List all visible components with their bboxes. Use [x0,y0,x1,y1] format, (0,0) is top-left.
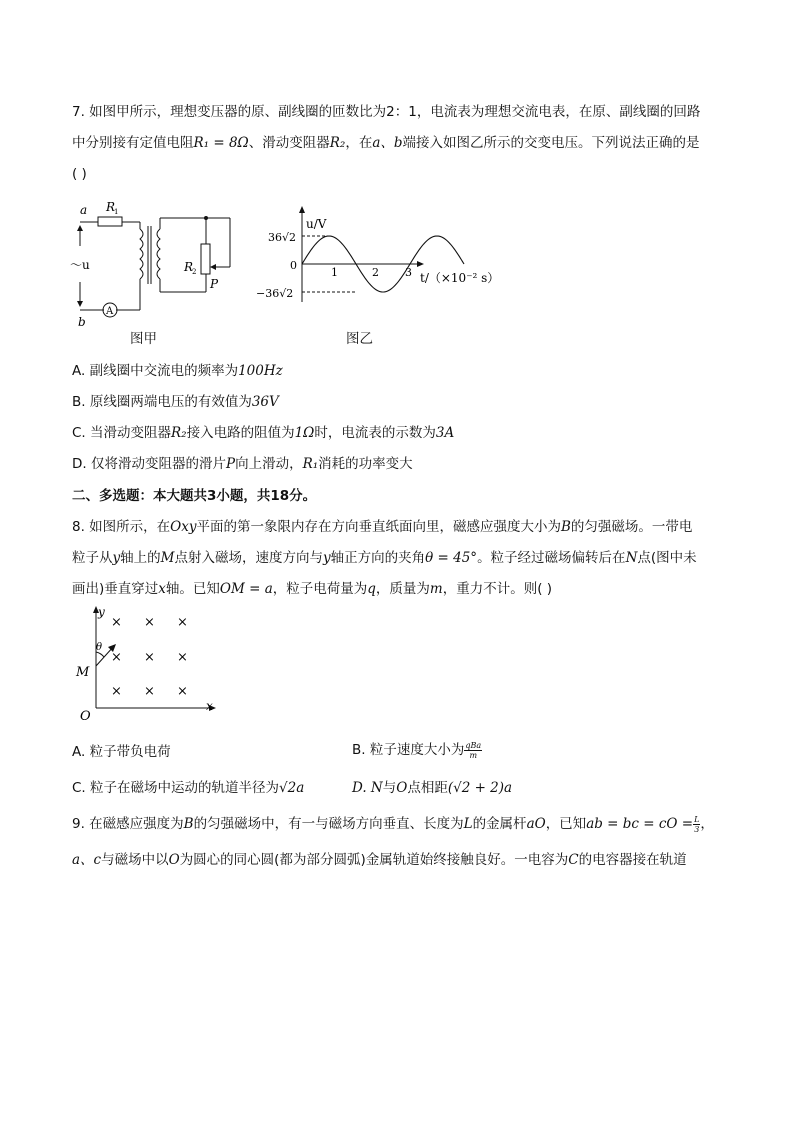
field-cross-icon: × [111,615,122,630]
q7-fig-label-b: b [78,315,86,329]
q8-fig-label-x: x [206,699,213,713]
q7-graph-xtick-3: 3 [405,266,412,279]
field-cross-icon: × [144,684,155,699]
q7-graph-xtick-1: 1 [331,266,338,279]
q7-fig-label-p: P [210,277,219,291]
q7-fig-label-r2-sub: 2 [192,268,197,276]
q8-fig-label-y: y [98,605,105,619]
q7-fig1-caption: 图甲 [130,331,157,347]
q7-fig-label-r1-sub: 1 [114,208,119,216]
field-cross-icon: × [144,615,155,630]
q7-graph-xlabel: t/（×10⁻² s） [420,271,500,285]
q7-fig2-caption: 图乙 [346,331,373,347]
q7-option-a[interactable]: A. 副线圈中交流电的频率为100Hz [72,363,283,379]
q9-line2: a、c与磁场中以O为圆心的同心圆(都为部分圆弧)金属轨道始终接触良好。一电容为C的电容器接在轨道 [72,852,687,868]
q8-fig-label-o: O [80,709,91,724]
ammeter-icon: A [106,306,114,317]
q7-graph-ylabel: u/V [306,217,327,231]
q7-option-b[interactable]: B. 原线圈两端电压的有效值为36V [72,394,279,410]
q9-line1: 9. 在磁感应强度为B的匀强磁场中，有一与磁场方向垂直、长度为L的金属杆aO，已知ab = bc = cO = $\frac{L}{3}$ ， [72,814,714,834]
q7-line1: 7. 如图甲所示，理想变压器的原、副线圈的匝数比为2：1，电流表为理想交流电表，在原、副线圈的回路 [72,104,701,120]
q8-line2: 粒子从y轴上的M点射入磁场，速度方向与y轴正方向的夹角θ = 45°。粒子经过磁场偏转后在N点(图中未 [72,550,697,566]
field-cross-icon: × [177,615,188,630]
field-cross-icon: × [177,650,188,665]
q7-fig-label-r2: R [184,260,194,274]
q7-circuit-diagram [70,196,250,336]
section-heading-multiple-choice: 二、多选题：本大题共3小题，共18分。 [72,488,317,504]
q8-fig-label-theta: θ [96,642,103,653]
field-cross-icon: × [177,684,188,699]
field-cross-icon: × [111,650,122,665]
q7-graph-ytick-top: 36√2 [268,231,297,244]
q7-fig-label-r1: R [106,200,116,214]
q7-fig-label-a: a [80,203,88,217]
q7-graph-ytick-bottom: −36√2 [256,287,294,300]
field-cross-icon: × [111,684,122,699]
q7-option-d[interactable]: D. 仅将滑动变阻器的滑片P向上滑动，R₁消耗的功率变大 [72,456,413,472]
q8-fig-label-m: M [76,665,90,680]
q8-option-b[interactable]: B. 粒子速度大小为 $\frac{\text{qBa}}{m}$ [352,740,482,760]
q7-fig-label-u: ～u [70,258,90,272]
field-cross-icon: × [144,650,155,665]
q8-line3: 画出)垂直穿过x轴。已知OM = a，粒子电荷量为q，质量为m，重力不计。则( ) [72,581,553,597]
q8-line1: 8. 如图所示，在Oxy平面的第一象限内存在方向垂直纸面向里，磁感应强度大小为B的匀强磁场。一带电 [72,519,693,535]
q8-option-d[interactable]: D. N与O点相距(√2 + 2)a [352,780,513,796]
q8-magnetic-field-diagram [72,604,232,724]
q7-voltage-graph [252,204,512,308]
q7-graph-xtick-2: 2 [372,266,379,279]
q8-option-a[interactable]: A. 粒子带负电荷 [72,744,171,760]
q7-line3: ( ) [72,166,87,182]
q7-option-c[interactable]: C. 当滑动变阻器R₂接入电路的阻值为1Ω时，电流表的示数为3A [72,425,455,441]
q7-line2: 中分别接有定值电阻R₁ = 8Ω、滑动变阻器R₂，在a、b端接入如图乙所示的交变电压。下列说法正确的是 [72,135,700,151]
q8-option-c[interactable]: C. 粒子在磁场中运动的轨道半径为√2a [72,780,305,796]
q7-graph-ytick-zero: 0 [290,259,297,272]
